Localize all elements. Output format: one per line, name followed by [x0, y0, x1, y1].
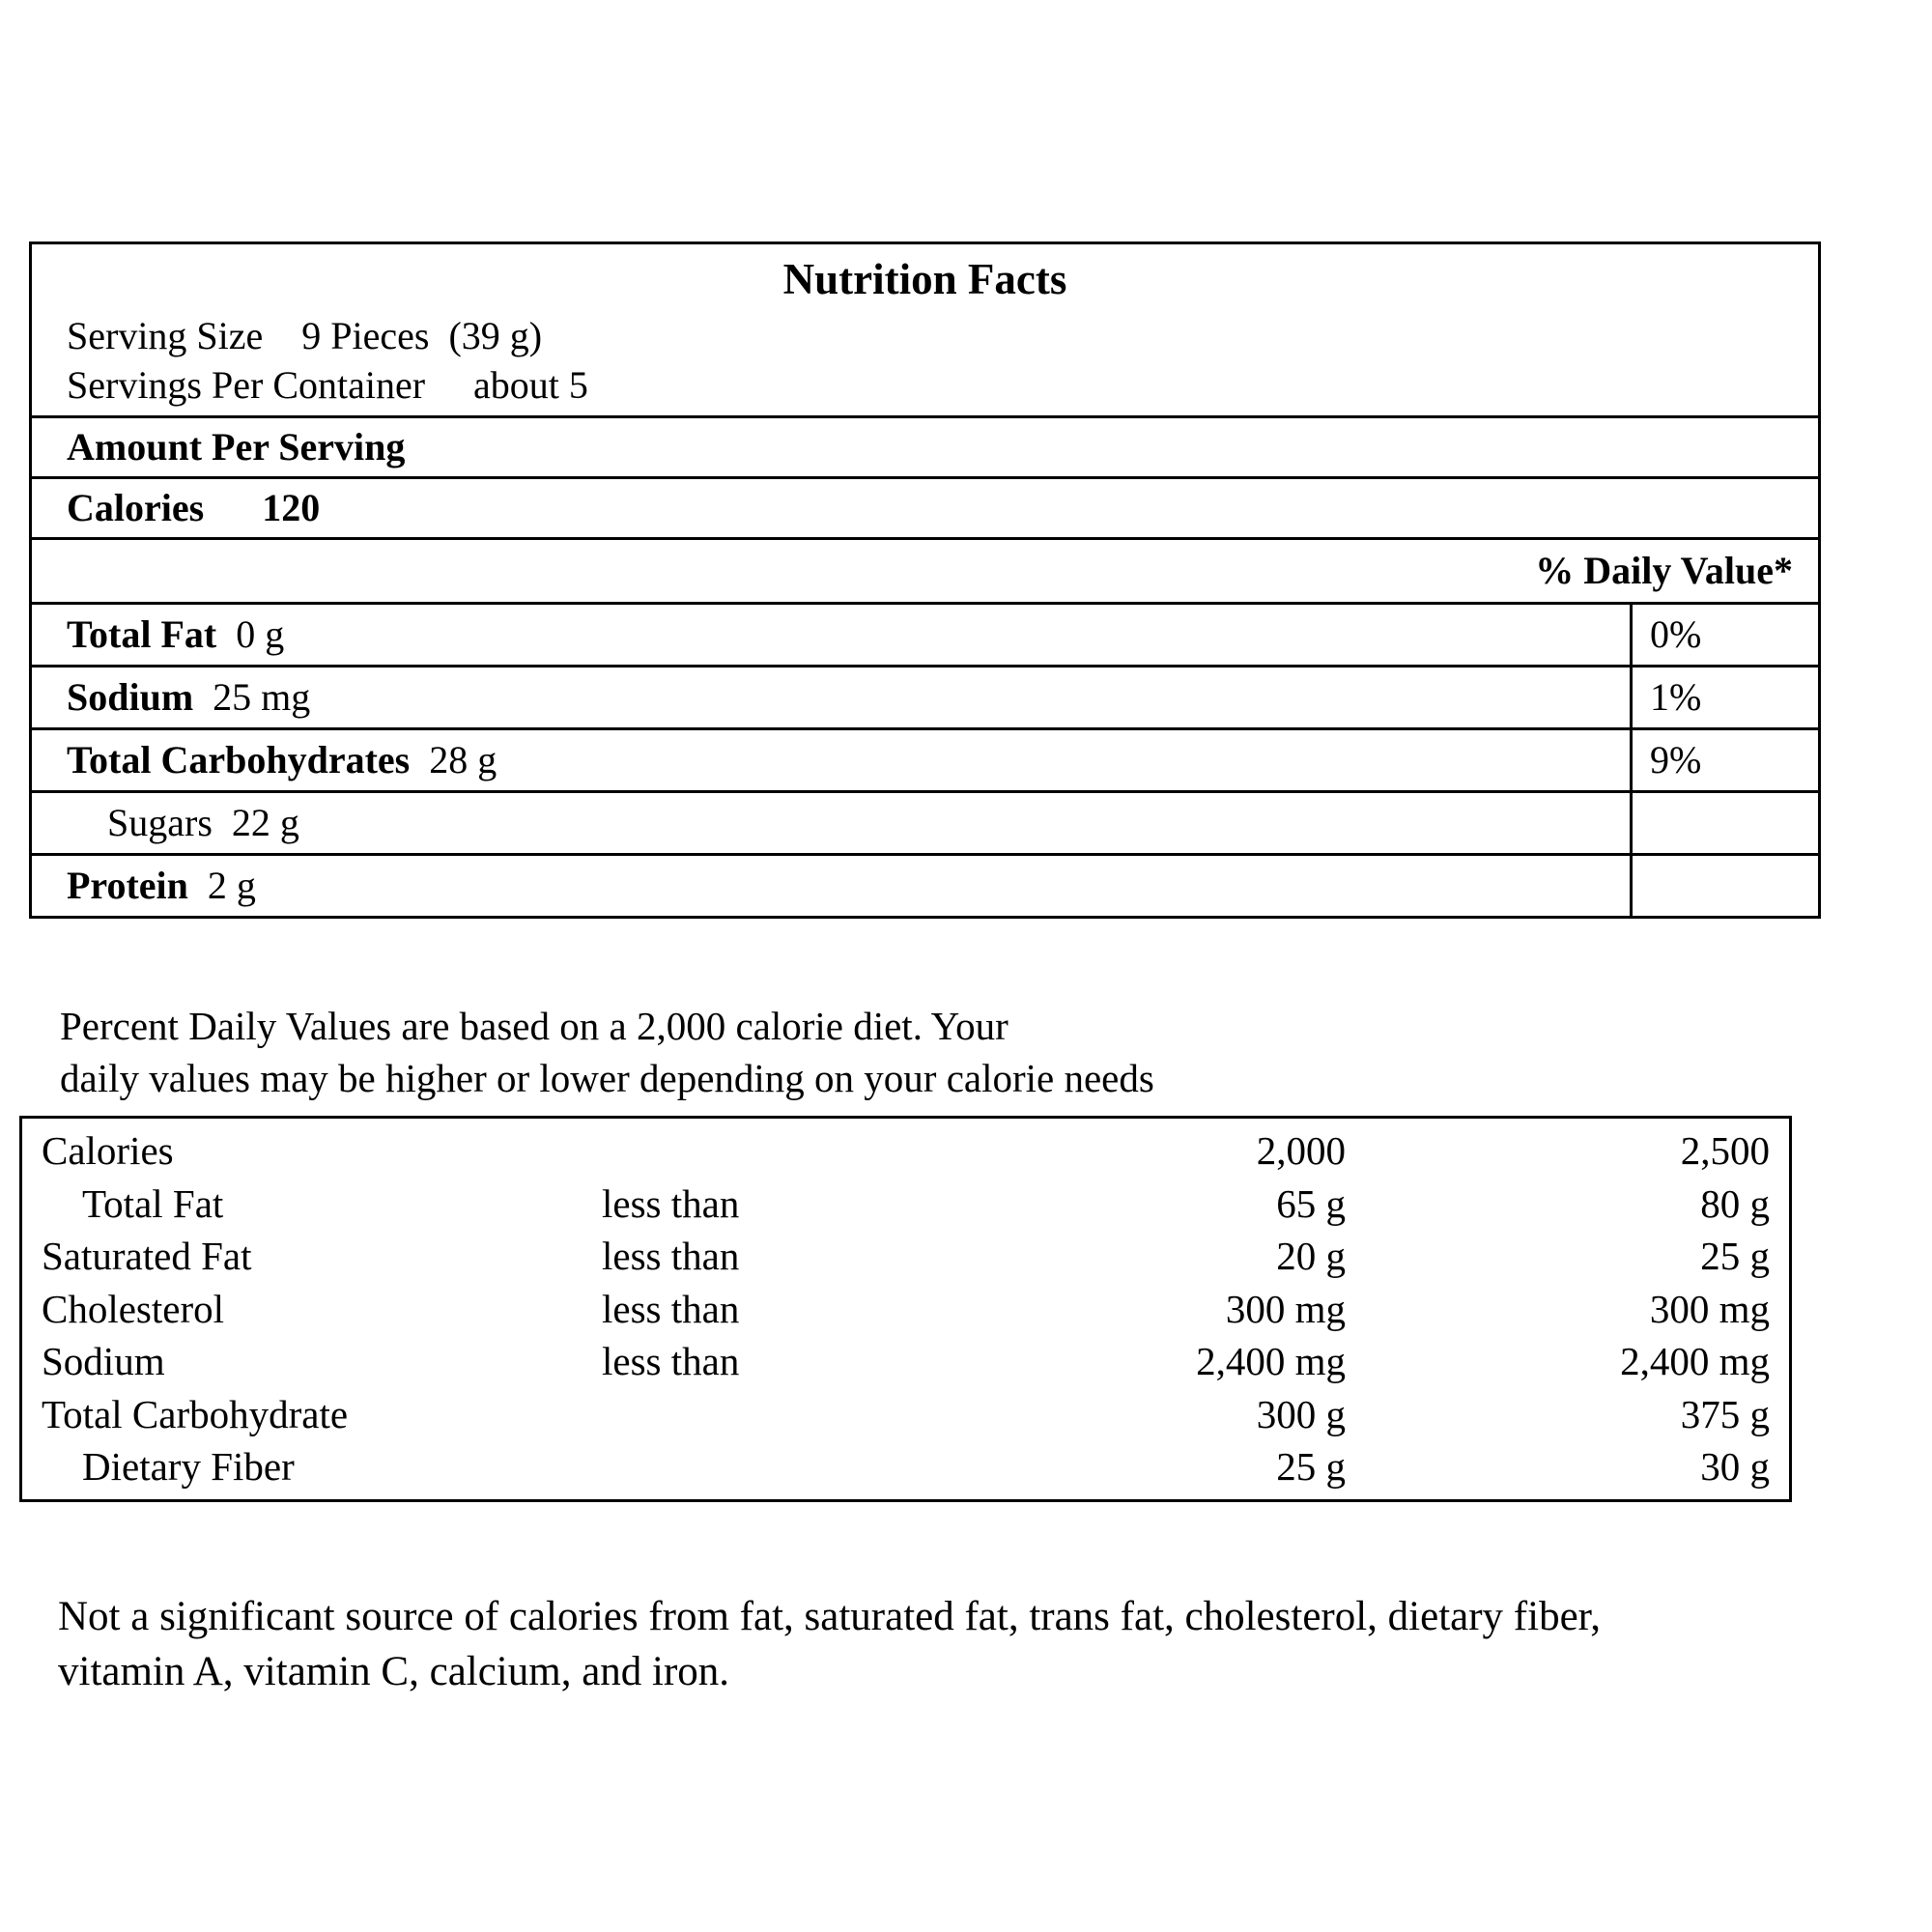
- reference-value-2500: 80 g: [1700, 1180, 1770, 1226]
- reference-value-2500: 25 g: [1700, 1234, 1770, 1279]
- reference-label: Calories: [42, 1128, 174, 1173]
- serving-info: [32, 311, 1818, 415]
- servings-per-container-line: Servings Per Container about 5: [67, 363, 588, 408]
- reference-value-2500: 2,500: [1680, 1128, 1770, 1173]
- reference-label: Cholesterol: [42, 1286, 225, 1331]
- nutrient-name: [32, 668, 1630, 727]
- page-title: Nutrition Facts: [782, 255, 1067, 303]
- table-row: [22, 1388, 1789, 1441]
- nutrient-name-rest: 2 g: [187, 864, 256, 908]
- amount-per-serving-label: Amount Per Serving: [67, 425, 406, 469]
- reference-qualifier: [602, 1388, 921, 1441]
- table-row: [22, 1440, 1789, 1493]
- reference-label: Dietary Fiber: [82, 1444, 295, 1490]
- pdv-note-line-2: daily values may be higher or lower depending on your calorie needs: [60, 1056, 1154, 1101]
- nutrient-name-rest: Sugars 22 g: [107, 801, 299, 845]
- calories-row: Calories 120: [67, 486, 321, 530]
- reference-value-2500: 375 g: [1680, 1391, 1770, 1436]
- reference-qualifier: less than: [602, 1234, 740, 1279]
- not-significant-source-disclaimer: [58, 1589, 1893, 1699]
- reference-value-2000: 65 g: [1276, 1180, 1346, 1226]
- nutrient-daily-value: [1630, 856, 1818, 916]
- table-row: [22, 1230, 1789, 1283]
- nutrient-name-rest: 28 g: [410, 738, 497, 782]
- table-row: [32, 727, 1818, 790]
- nutrient-name: [32, 856, 1630, 916]
- nutrient-name-bold: Sodium: [67, 675, 194, 720]
- reference-value-2000: 25 g: [1276, 1444, 1346, 1490]
- nutrient-name-bold: Protein: [67, 864, 188, 908]
- nutrient-daily-value: 0%: [1630, 605, 1818, 665]
- reference-value-2000: 2,000: [1256, 1128, 1346, 1173]
- table-row: [22, 1178, 1789, 1231]
- reference-value-2000: 300 mg: [1225, 1286, 1346, 1331]
- table-row: [32, 665, 1818, 727]
- nutrient-name-rest: 25 mg: [193, 675, 311, 720]
- percent-daily-value-note: [60, 1000, 1799, 1104]
- nutrient-name: [32, 730, 1630, 790]
- nutrient-daily-value: [1630, 793, 1818, 853]
- nutrient-name-rest: 0 g: [216, 612, 285, 657]
- reference-label: Total Carbohydrate: [42, 1391, 349, 1436]
- daily-value-header: % Daily Value*: [1535, 549, 1793, 593]
- disclaimer-line-1: Not a significant source of calories from fat, saturated fat, trans fat, cholesterol, dietary fiber,: [58, 1594, 1602, 1639]
- nutrient-daily-value: 9%: [1630, 730, 1818, 790]
- reference-qualifier: less than: [602, 1180, 740, 1226]
- serving-size-line: Serving Size 9 Pieces (39 g): [67, 314, 543, 357]
- table-row: [32, 790, 1818, 853]
- nutrient-name: [32, 605, 1630, 665]
- nutrient-name-bold: Total Carbohydrates: [67, 738, 411, 782]
- table-row: [32, 602, 1818, 665]
- reference-value-2000: 2,400 mg: [1196, 1339, 1346, 1384]
- reference-label: Sodium: [42, 1339, 165, 1384]
- nutrition-facts-panel: [29, 242, 1821, 919]
- daily-value-reference-table: [19, 1116, 1792, 1502]
- nutrient-name-bold: Total Fat: [67, 612, 217, 657]
- reference-qualifier: [602, 1124, 921, 1178]
- reference-qualifier: less than: [602, 1339, 740, 1384]
- reference-value-2000: 300 g: [1256, 1391, 1346, 1436]
- table-row: [22, 1124, 1789, 1178]
- reference-value-2500: 2,400 mg: [1620, 1339, 1770, 1384]
- reference-value-2000: 20 g: [1276, 1234, 1346, 1279]
- disclaimer-line-2: vitamin A, vitamin C, calcium, and iron.: [58, 1649, 730, 1695]
- table-row: [32, 853, 1818, 916]
- pdv-note-line-1: Percent Daily Values are based on a 2,000 calorie diet. Your: [60, 1004, 1009, 1048]
- reference-label: Total Fat: [82, 1180, 224, 1226]
- nutrient-name: [32, 793, 1630, 853]
- reference-value-2500: 300 mg: [1649, 1286, 1770, 1331]
- table-row: [22, 1335, 1789, 1388]
- reference-value-2500: 30 g: [1700, 1444, 1770, 1490]
- reference-qualifier: less than: [602, 1286, 740, 1331]
- table-row: [22, 1283, 1789, 1336]
- reference-qualifier: [602, 1440, 921, 1493]
- reference-label: Saturated Fat: [42, 1234, 252, 1279]
- nutrient-daily-value: 1%: [1630, 668, 1818, 727]
